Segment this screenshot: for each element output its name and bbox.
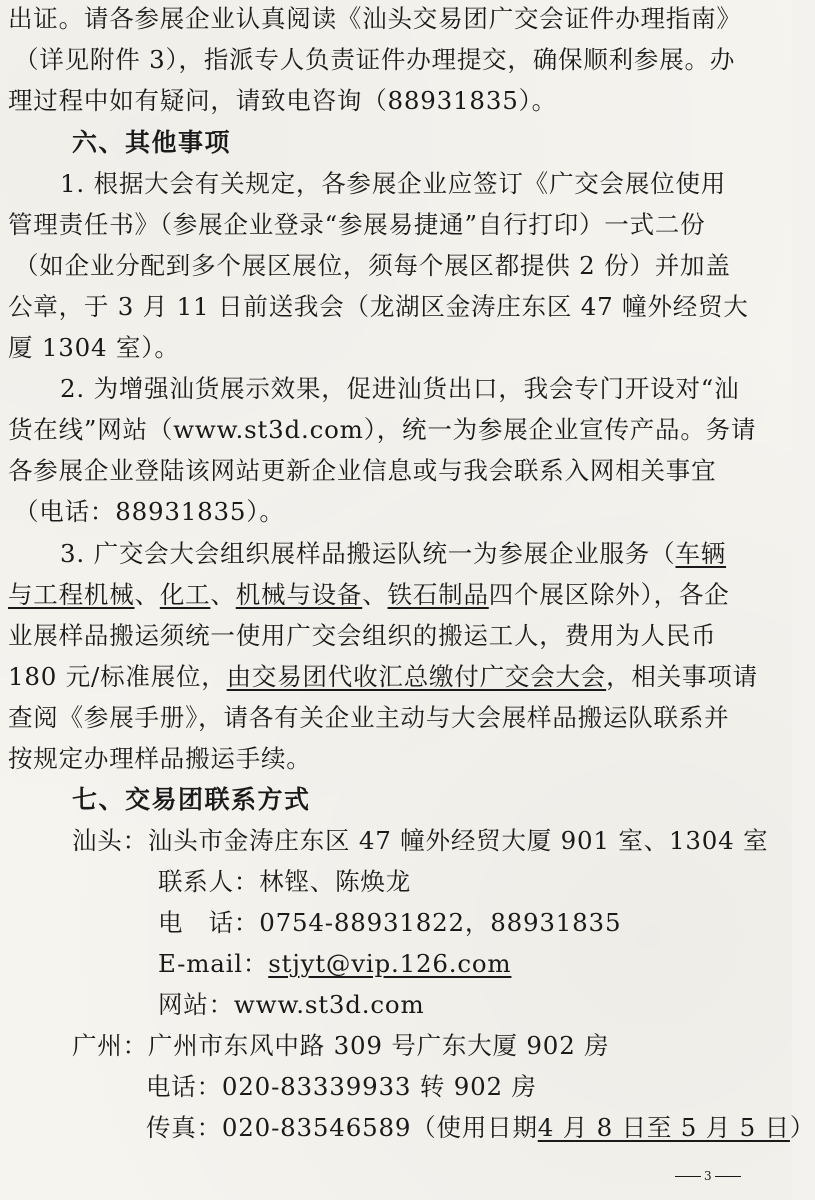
underlined-exhibit-area: 与工程机械 <box>8 580 135 609</box>
paragraph-line: （详见附件 3），指派专人负责证件办理提交，确保顺利参展。办 <box>14 45 736 74</box>
fax-text: ） <box>789 1113 815 1142</box>
paragraph-line <box>8 578 730 612</box>
paragraph-line <box>60 537 726 571</box>
line-text: 、 <box>134 580 160 609</box>
line-text: 、 <box>362 580 388 609</box>
underlined-fee-note: 由交易团代收汇总缴付广交会大会 <box>226 662 607 691</box>
line-text: 3. 广交会大会组织展样品搬运队统一为参展企业服务（ <box>60 539 676 568</box>
line-text: 180 元/标准展位， <box>8 662 227 691</box>
contact-phone: 电 话：0754-88931822，88931835 <box>158 908 622 937</box>
paragraph-line: 理过程中如有疑问，请致电咨询（88931835）。 <box>8 86 557 115</box>
paragraph-line: 货在线”网站（www.st3d.com），统一为参展企业宣传产品。务请 <box>8 415 757 444</box>
line-text: 四个展区除外），各企 <box>488 580 730 609</box>
page-number-value: 3 <box>704 1169 712 1183</box>
underlined-exhibit-area: 铁石制品 <box>387 580 489 609</box>
underlined-exhibit-area: 化工 <box>159 580 211 609</box>
line-text: 、 <box>210 580 236 609</box>
paragraph-line: 业展样品搬运须统一使用广交会组织的搬运工人，费用为人民币 <box>8 621 717 650</box>
section-heading-other-matters: 六、其他事项 <box>72 128 232 157</box>
underlined-exhibit-area: 机械与设备 <box>235 580 363 609</box>
fax-text: 传真：020-83546589（使用日期 <box>146 1113 538 1142</box>
paragraph-line: 出证。请各参展企业认真阅读《汕头交易团广交会证件办理指南》 <box>8 4 742 33</box>
paragraph-line: 厦 1304 室）。 <box>8 333 180 362</box>
page-number-dash <box>715 1176 741 1177</box>
contact-email <box>158 947 511 981</box>
contact-guangzhou-fax <box>146 1111 815 1145</box>
paragraph-line: （如企业分配到多个展区展位，须每个展区都提供 2 份）并加盖 <box>14 251 731 280</box>
paragraph-line: （电话：88931835）。 <box>14 497 285 526</box>
paragraph-line: 1. 根据大会有关规定，各参展企业应签订《广交会展位使用 <box>60 169 727 198</box>
paragraph-line <box>8 660 758 694</box>
paragraph-line: 公章，于 3 月 11 日前送我会（龙湖区金涛庄东区 47 幢外经贸大 <box>8 292 749 321</box>
contact-guangzhou-phone: 电话：020-83339933 转 902 房 <box>146 1072 537 1101</box>
paragraph-line: 查阅《参展手册》，请各有关企业主动与大会展样品搬运队联系并 <box>8 703 730 732</box>
page-number <box>672 1168 744 1184</box>
email-label: E-mail： <box>158 949 269 978</box>
line-text: ，相关事项请 <box>606 662 758 691</box>
section-heading-contact: 七、交易团联系方式 <box>72 785 311 814</box>
page-number-dash <box>675 1176 701 1177</box>
paragraph-line: 各参展企业登陆该网站更新企业信息或与我会联系入网相关事宜 <box>8 456 717 485</box>
contact-persons: 联系人：林铿、陈焕龙 <box>158 867 411 896</box>
paragraph-line: 按规定办理样品搬运手续。 <box>8 744 312 773</box>
email-link[interactable]: stjyt@vip.126.com <box>268 949 512 978</box>
contact-guangzhou-address: 广州：广州市东风中路 309 号广东大厦 902 房 <box>72 1031 610 1060</box>
contact-shantou-address: 汕头：汕头市金涛庄东区 47 幢外经贸大厦 901 室、1304 室 <box>72 826 769 855</box>
contact-website: 网站：www.st3d.com <box>158 990 425 1019</box>
paragraph-line: 2. 为增强汕货展示效果，促进汕货出口，我会专门开设对“汕 <box>60 374 740 403</box>
paragraph-line: 管理责任书》（参展企业登录“参展易捷通”自行打印）一式二份 <box>8 210 706 239</box>
underlined-exhibit-area: 车辆 <box>675 539 727 568</box>
underlined-date-range: 4 月 8 日至 5 月 5 日 <box>537 1113 790 1142</box>
